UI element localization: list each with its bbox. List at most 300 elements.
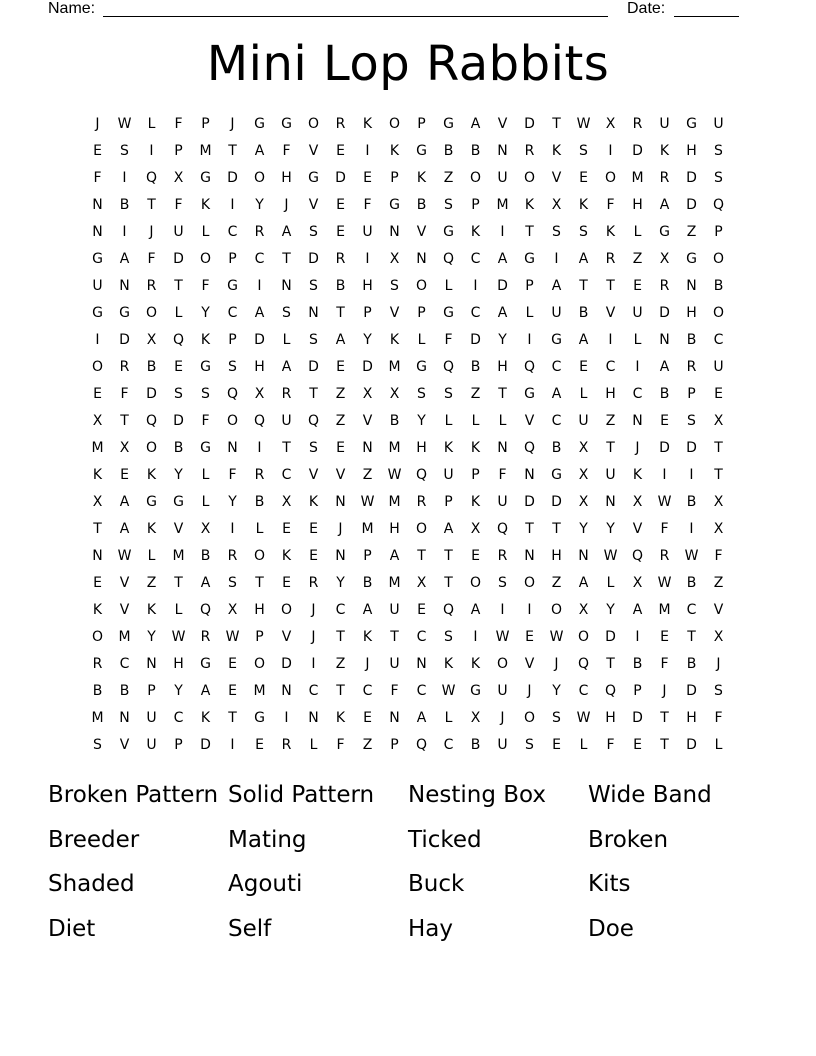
grid-letter[interactable]: R [254, 224, 265, 240]
grid-letter[interactable]: R [686, 359, 697, 375]
grid-letter[interactable]: D [686, 737, 697, 753]
grid-letter[interactable]: I [230, 197, 235, 213]
grid-letter[interactable]: N [281, 278, 292, 294]
grid-letter[interactable]: P [228, 332, 237, 348]
grid-letter[interactable]: O [523, 710, 536, 726]
grid-letter[interactable]: J [635, 440, 640, 456]
grid-letter[interactable]: V [524, 413, 535, 429]
grid-letter[interactable]: A [119, 521, 130, 537]
grid-letter[interactable]: C [605, 359, 616, 375]
grid-letter[interactable]: Q [442, 251, 455, 267]
grid-letter[interactable]: W [576, 710, 591, 726]
grid-letter[interactable]: X [713, 521, 724, 537]
grid-letter[interactable]: V [308, 197, 319, 213]
grid-letter[interactable]: C [335, 602, 346, 618]
grid-letter[interactable]: Y [498, 332, 507, 348]
grid-letter[interactable]: N [497, 440, 508, 456]
grid-letter[interactable]: O [469, 170, 482, 186]
grid-letter[interactable]: H [173, 656, 184, 672]
grid-letter[interactable]: F [93, 170, 102, 186]
grid-letter[interactable]: F [444, 332, 453, 348]
grid-letter[interactable]: F [174, 116, 183, 132]
grid-letter[interactable]: D [686, 170, 697, 186]
grid-letter[interactable]: G [92, 251, 103, 267]
grid-letter[interactable]: X [659, 251, 670, 267]
grid-letter[interactable]: P [417, 116, 426, 132]
grid-letter[interactable]: L [282, 332, 291, 348]
grid-letter[interactable]: F [174, 197, 183, 213]
grid-letter[interactable]: A [200, 683, 211, 699]
grid-letter[interactable]: N [686, 278, 697, 294]
grid-letter[interactable]: C [551, 413, 562, 429]
grid-letter[interactable]: L [525, 305, 534, 321]
grid-letter[interactable]: Q [442, 602, 455, 618]
grid-letter[interactable]: M [118, 629, 131, 645]
grid-letter[interactable]: X [254, 386, 265, 402]
grid-letter[interactable]: G [92, 305, 103, 321]
grid-letter[interactable]: K [146, 521, 157, 537]
grid-letter[interactable]: Q [253, 413, 266, 429]
grid-letter[interactable]: Z [713, 575, 724, 591]
grid-letter[interactable]: L [201, 224, 210, 240]
grid-letter[interactable]: A [659, 359, 670, 375]
grid-letter[interactable]: A [578, 251, 589, 267]
grid-letter[interactable]: Z [443, 170, 454, 186]
grid-letter[interactable]: B [173, 440, 184, 456]
grid-letter[interactable]: U [659, 116, 670, 132]
grid-letter[interactable]: A [416, 710, 427, 726]
grid-letter[interactable]: F [606, 197, 615, 213]
grid-letter[interactable]: F [714, 548, 723, 564]
grid-letter[interactable]: B [686, 494, 697, 510]
grid-letter[interactable]: X [200, 521, 211, 537]
grid-letter[interactable]: L [147, 116, 156, 132]
grid-letter[interactable]: G [551, 467, 562, 483]
grid-letter[interactable]: L [579, 386, 588, 402]
grid-letter[interactable]: L [498, 413, 507, 429]
grid-letter[interactable]: P [174, 737, 183, 753]
grid-letter[interactable]: D [524, 494, 535, 510]
grid-letter[interactable]: H [254, 359, 265, 375]
grid-letter[interactable]: X [713, 494, 724, 510]
grid-letter[interactable]: J [662, 683, 667, 699]
grid-letter[interactable]: T [660, 737, 669, 753]
grid-letter[interactable]: J [554, 656, 559, 672]
grid-letter[interactable]: L [633, 332, 642, 348]
grid-letter[interactable]: O [712, 305, 725, 321]
grid-letter[interactable]: E [336, 359, 345, 375]
grid-letter[interactable]: D [362, 359, 373, 375]
grid-letter[interactable]: Y [552, 683, 561, 699]
grid-letter[interactable]: X [713, 629, 724, 645]
grid-letter[interactable]: G [254, 116, 265, 132]
grid-letter[interactable]: D [659, 305, 670, 321]
grid-letter[interactable]: E [174, 359, 183, 375]
grid-letter[interactable]: P [525, 278, 534, 294]
grid-letter[interactable]: I [554, 251, 559, 267]
grid-letter[interactable]: L [579, 737, 588, 753]
grid-letter[interactable]: N [659, 332, 670, 348]
grid-letter[interactable]: A [119, 494, 130, 510]
grid-letter[interactable]: P [147, 683, 156, 699]
grid-letter[interactable]: Q [631, 548, 644, 564]
grid-letter[interactable]: T [147, 197, 156, 213]
grid-letter[interactable]: T [579, 278, 588, 294]
grid-letter[interactable]: S [714, 170, 723, 186]
grid-letter[interactable]: K [470, 224, 481, 240]
grid-letter[interactable]: Q [145, 170, 158, 186]
grid-letter[interactable]: S [444, 629, 453, 645]
grid-letter[interactable]: F [282, 143, 291, 159]
grid-letter[interactable]: O [388, 116, 401, 132]
grid-letter[interactable]: E [336, 224, 345, 240]
grid-letter[interactable]: I [365, 251, 370, 267]
grid-letter[interactable]: N [308, 710, 319, 726]
grid-letter[interactable]: B [470, 359, 481, 375]
grid-letter[interactable]: B [470, 143, 481, 159]
grid-letter[interactable]: E [660, 413, 669, 429]
grid-letter[interactable]: S [714, 143, 723, 159]
grid-letter[interactable]: G [524, 386, 535, 402]
grid-letter[interactable]: O [91, 629, 104, 645]
grid-letter[interactable]: S [417, 386, 426, 402]
grid-letter[interactable]: G [416, 359, 427, 375]
grid-letter[interactable]: C [254, 251, 265, 267]
grid-letter[interactable]: D [308, 251, 319, 267]
grid-letter[interactable]: B [146, 359, 157, 375]
grid-letter[interactable]: B [416, 197, 427, 213]
grid-letter[interactable]: D [119, 332, 130, 348]
grid-letter[interactable]: J [95, 116, 100, 132]
grid-letter[interactable]: N [335, 548, 346, 564]
grid-letter[interactable]: Z [335, 413, 346, 429]
grid-letter[interactable]: C [578, 683, 589, 699]
grid-letter[interactable]: B [551, 440, 562, 456]
grid-letter[interactable]: Q [226, 386, 239, 402]
grid-letter[interactable]: L [444, 278, 453, 294]
grid-letter[interactable]: M [91, 440, 104, 456]
grid-letter[interactable]: P [390, 170, 399, 186]
grid-letter[interactable]: G [146, 494, 157, 510]
grid-letter[interactable]: H [416, 440, 427, 456]
grid-letter[interactable]: M [199, 143, 212, 159]
grid-letter[interactable]: D [254, 332, 265, 348]
grid-letter[interactable]: Z [335, 386, 346, 402]
grid-letter[interactable]: K [200, 332, 211, 348]
grid-letter[interactable]: P [714, 224, 723, 240]
grid-letter[interactable]: B [470, 737, 481, 753]
grid-letter[interactable]: X [389, 251, 400, 267]
grid-letter[interactable]: E [93, 575, 102, 591]
grid-letter[interactable]: T [93, 521, 102, 537]
grid-letter[interactable]: V [308, 467, 319, 483]
grid-letter[interactable]: S [525, 737, 534, 753]
grid-letter[interactable]: S [687, 413, 696, 429]
grid-letter[interactable]: S [228, 359, 237, 375]
grid-letter[interactable]: U [389, 656, 400, 672]
grid-letter[interactable]: B [659, 386, 670, 402]
grid-letter[interactable]: I [473, 278, 478, 294]
grid-letter[interactable]: K [389, 332, 400, 348]
grid-letter[interactable]: G [308, 170, 319, 186]
grid-letter[interactable]: N [524, 548, 535, 564]
grid-letter[interactable]: Y [336, 575, 345, 591]
grid-letter[interactable]: U [497, 683, 508, 699]
grid-letter[interactable]: K [308, 494, 319, 510]
grid-letter[interactable]: N [92, 224, 103, 240]
grid-letter[interactable]: Q [415, 467, 428, 483]
grid-letter[interactable]: E [714, 386, 723, 402]
grid-letter[interactable]: S [309, 332, 318, 348]
grid-letter[interactable]: V [119, 602, 130, 618]
grid-letter[interactable]: M [388, 575, 401, 591]
grid-letter[interactable]: Q [577, 656, 590, 672]
grid-letter[interactable]: T [390, 629, 399, 645]
grid-letter[interactable]: E [93, 386, 102, 402]
grid-letter[interactable]: A [578, 575, 589, 591]
grid-letter[interactable]: P [417, 305, 426, 321]
grid-letter[interactable]: O [253, 656, 266, 672]
grid-letter[interactable]: G [200, 656, 211, 672]
grid-letter[interactable]: D [686, 197, 697, 213]
grid-letter[interactable]: Y [606, 521, 615, 537]
grid-letter[interactable]: I [500, 224, 505, 240]
grid-letter[interactable]: F [660, 521, 669, 537]
grid-letter[interactable]: I [149, 143, 154, 159]
grid-letter[interactable]: K [443, 656, 454, 672]
grid-letter[interactable]: D [686, 683, 697, 699]
grid-letter[interactable]: D [146, 386, 157, 402]
grid-letter[interactable]: O [199, 251, 212, 267]
grid-letter[interactable]: H [686, 710, 697, 726]
grid-letter[interactable]: W [117, 548, 132, 564]
grid-letter[interactable]: Y [201, 305, 210, 321]
grid-letter[interactable]: U [497, 737, 508, 753]
grid-letter[interactable]: L [471, 413, 480, 429]
grid-letter[interactable]: R [146, 278, 157, 294]
grid-letter[interactable]: M [388, 359, 401, 375]
grid-letter[interactable]: I [689, 521, 694, 537]
grid-letter[interactable]: P [471, 467, 480, 483]
grid-letter[interactable]: Z [551, 575, 562, 591]
grid-letter[interactable]: T [336, 305, 345, 321]
grid-letter[interactable]: E [282, 575, 291, 591]
grid-letter[interactable]: D [227, 170, 238, 186]
grid-letter[interactable]: N [389, 224, 400, 240]
grid-letter[interactable]: I [122, 170, 127, 186]
grid-letter[interactable]: X [470, 710, 481, 726]
grid-letter[interactable]: Q [604, 683, 617, 699]
grid-letter[interactable]: S [552, 710, 561, 726]
grid-letter[interactable]: M [388, 494, 401, 510]
grid-letter[interactable]: R [659, 278, 670, 294]
grid-letter[interactable]: G [389, 197, 400, 213]
grid-letter[interactable]: U [362, 224, 373, 240]
grid-letter[interactable]: D [632, 143, 643, 159]
grid-letter[interactable]: U [92, 278, 103, 294]
grid-letter[interactable]: W [657, 494, 672, 510]
grid-letter[interactable]: R [524, 143, 535, 159]
grid-letter[interactable]: T [606, 656, 615, 672]
grid-letter[interactable]: X [119, 440, 130, 456]
grid-letter[interactable]: N [524, 467, 535, 483]
grid-letter[interactable]: Y [255, 197, 264, 213]
grid-letter[interactable]: R [335, 251, 346, 267]
grid-letter[interactable]: L [606, 575, 615, 591]
grid-letter[interactable]: D [281, 656, 292, 672]
grid-letter[interactable]: M [631, 170, 644, 186]
grid-letter[interactable]: N [632, 413, 643, 429]
grid-letter[interactable]: L [174, 305, 183, 321]
grid-letter[interactable]: K [389, 143, 400, 159]
grid-letter[interactable]: E [309, 548, 318, 564]
grid-letter[interactable]: T [714, 467, 723, 483]
grid-letter[interactable]: S [579, 143, 588, 159]
grid-letter[interactable]: I [122, 224, 127, 240]
grid-letter[interactable]: U [713, 116, 724, 132]
grid-letter[interactable]: E [228, 683, 237, 699]
grid-letter[interactable]: K [362, 116, 373, 132]
grid-letter[interactable]: T [282, 251, 291, 267]
grid-letter[interactable]: T [687, 629, 696, 645]
grid-letter[interactable]: R [254, 467, 265, 483]
grid-letter[interactable]: C [551, 359, 562, 375]
grid-letter[interactable]: C [281, 467, 292, 483]
grid-letter[interactable]: V [551, 170, 562, 186]
grid-letter[interactable]: T [282, 440, 291, 456]
grid-letter[interactable]: K [470, 656, 481, 672]
grid-letter[interactable]: I [257, 278, 262, 294]
grid-letter[interactable]: K [605, 224, 616, 240]
grid-letter[interactable]: X [578, 440, 589, 456]
grid-letter[interactable]: V [389, 305, 400, 321]
grid-letter[interactable]: W [603, 548, 618, 564]
grid-letter[interactable]: S [390, 278, 399, 294]
grid-letter[interactable]: W [360, 494, 375, 510]
grid-letter[interactable]: H [632, 197, 643, 213]
grid-letter[interactable]: V [416, 224, 427, 240]
grid-letter[interactable]: F [147, 251, 156, 267]
grid-letter[interactable]: J [149, 224, 154, 240]
grid-letter[interactable]: K [470, 440, 481, 456]
grid-letter[interactable]: K [632, 467, 643, 483]
grid-letter[interactable]: S [444, 197, 453, 213]
grid-letter[interactable]: Y [606, 602, 615, 618]
grid-letter[interactable]: A [551, 278, 562, 294]
grid-letter[interactable]: O [523, 170, 536, 186]
grid-letter[interactable]: K [200, 197, 211, 213]
grid-letter[interactable]: U [497, 494, 508, 510]
grid-letter[interactable]: U [281, 413, 292, 429]
grid-letter[interactable]: V [281, 629, 292, 645]
grid-letter[interactable]: A [119, 251, 130, 267]
grid-letter[interactable]: D [605, 629, 616, 645]
grid-letter[interactable]: C [632, 386, 643, 402]
grid-letter[interactable]: S [579, 224, 588, 240]
grid-letter[interactable]: U [146, 737, 157, 753]
grid-letter[interactable]: X [470, 521, 481, 537]
grid-letter[interactable]: B [686, 332, 697, 348]
grid-letter[interactable]: Y [417, 413, 426, 429]
grid-letter[interactable]: V [632, 521, 643, 537]
grid-letter[interactable]: R [497, 548, 508, 564]
grid-letter[interactable]: X [362, 386, 373, 402]
grid-letter[interactable]: B [713, 278, 724, 294]
grid-letter[interactable]: D [173, 251, 184, 267]
grid-letter[interactable]: I [608, 143, 613, 159]
grid-letter[interactable]: D [173, 413, 184, 429]
grid-letter[interactable]: Z [470, 386, 481, 402]
grid-letter[interactable]: F [498, 467, 507, 483]
grid-letter[interactable]: F [390, 683, 399, 699]
grid-letter[interactable]: O [415, 521, 428, 537]
grid-letter[interactable]: K [146, 602, 157, 618]
grid-letter[interactable]: C [416, 629, 427, 645]
grid-letter[interactable]: R [605, 251, 616, 267]
grid-letter[interactable]: Y [579, 521, 588, 537]
grid-letter[interactable]: X [92, 494, 103, 510]
grid-letter[interactable]: H [389, 521, 400, 537]
grid-letter[interactable]: I [662, 467, 667, 483]
grid-letter[interactable]: O [226, 413, 239, 429]
grid-letter[interactable]: F [660, 656, 669, 672]
grid-letter[interactable]: J [284, 197, 289, 213]
grid-letter[interactable]: S [714, 683, 723, 699]
grid-letter[interactable]: E [336, 197, 345, 213]
grid-letter[interactable]: M [361, 521, 374, 537]
grid-letter[interactable]: A [659, 197, 670, 213]
grid-letter[interactable]: E [363, 170, 372, 186]
grid-letter[interactable]: A [443, 521, 454, 537]
grid-letter[interactable]: Z [146, 575, 157, 591]
grid-letter[interactable]: U [389, 602, 400, 618]
grid-letter[interactable]: Q [496, 521, 509, 537]
grid-letter[interactable]: C [227, 224, 238, 240]
grid-letter[interactable]: S [309, 278, 318, 294]
grid-letter[interactable]: B [254, 494, 265, 510]
grid-letter[interactable]: J [527, 683, 532, 699]
grid-letter[interactable]: T [525, 521, 534, 537]
grid-letter[interactable]: E [336, 440, 345, 456]
grid-letter[interactable]: Y [147, 629, 156, 645]
grid-letter[interactable]: K [335, 710, 346, 726]
grid-letter[interactable]: V [119, 575, 130, 591]
grid-letter[interactable]: T [228, 143, 237, 159]
grid-letter[interactable]: B [443, 143, 454, 159]
grid-letter[interactable]: E [471, 548, 480, 564]
grid-letter[interactable]: S [201, 386, 210, 402]
grid-letter[interactable]: B [686, 575, 697, 591]
grid-letter[interactable]: L [255, 521, 264, 537]
grid-letter[interactable]: E [336, 143, 345, 159]
grid-letter[interactable]: R [659, 170, 670, 186]
grid-letter[interactable]: P [201, 116, 210, 132]
grid-letter[interactable]: B [362, 575, 373, 591]
grid-letter[interactable]: I [230, 737, 235, 753]
grid-letter[interactable]: I [527, 332, 532, 348]
grid-letter[interactable]: D [308, 359, 319, 375]
grid-letter[interactable]: H [281, 170, 292, 186]
grid-letter[interactable]: R [227, 548, 238, 564]
grid-letter[interactable]: R [416, 494, 427, 510]
grid-letter[interactable]: R [200, 629, 211, 645]
grid-letter[interactable]: E [255, 737, 264, 753]
grid-letter[interactable]: X [92, 413, 103, 429]
grid-letter[interactable]: U [146, 710, 157, 726]
grid-letter[interactable]: D [497, 278, 508, 294]
grid-letter[interactable]: W [225, 629, 240, 645]
grid-letter[interactable]: N [578, 548, 589, 564]
